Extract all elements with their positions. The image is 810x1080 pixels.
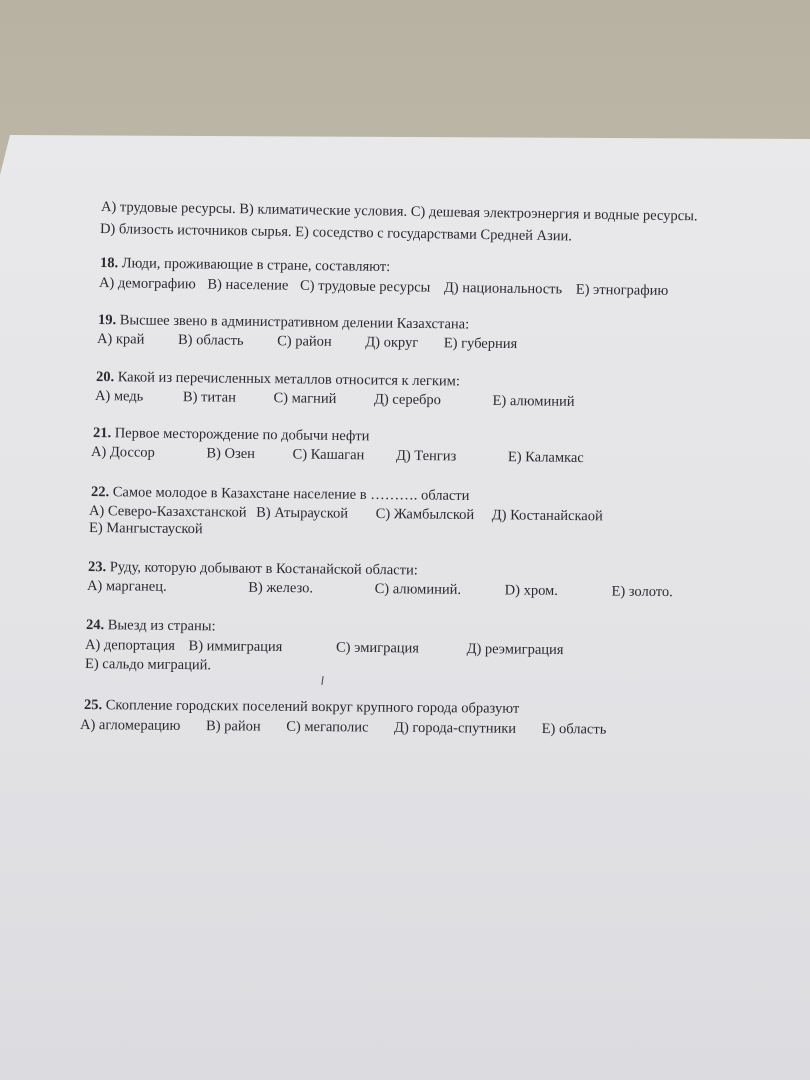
question-22 bbox=[91, 485, 470, 503]
question-20 bbox=[96, 370, 460, 389]
question-21-options bbox=[91, 445, 584, 466]
option: Д) реэмиграция bbox=[466, 640, 564, 659]
question-text: Руду, которую добывают в Костанайской области: bbox=[109, 559, 418, 579]
question-19 bbox=[98, 313, 469, 332]
option: Д) серебро bbox=[373, 391, 442, 409]
question-24-options bbox=[85, 638, 564, 658]
option: A) демографию bbox=[98, 275, 196, 293]
question-text: Какой из перечисленных металлов относится к легким: bbox=[117, 369, 461, 390]
option: A) депортация bbox=[84, 637, 176, 654]
option: C) магний bbox=[273, 390, 337, 407]
question-text: Первое месторождение по добычи нефти bbox=[114, 425, 370, 445]
option: E) сальдо миграций. bbox=[84, 656, 212, 674]
question-number: 25. bbox=[83, 697, 103, 714]
question-number: 22. bbox=[90, 484, 110, 501]
option: D) хром. bbox=[504, 582, 558, 599]
option: Д) округ bbox=[365, 334, 419, 351]
question-number: 19. bbox=[97, 312, 117, 329]
question-number: 21. bbox=[92, 425, 112, 442]
option: C) мегаполис bbox=[286, 718, 369, 736]
option: Д) Костанайскаой bbox=[491, 507, 603, 525]
option: A) край bbox=[96, 331, 145, 348]
question-number: 18. bbox=[99, 255, 119, 272]
option: C) Жамбылской bbox=[375, 506, 475, 524]
option: C) район bbox=[277, 333, 332, 350]
question-25 bbox=[84, 698, 519, 716]
option: Д) национальность bbox=[443, 279, 563, 298]
question-18 bbox=[100, 256, 390, 275]
question-text: Выезд из страны: bbox=[107, 617, 216, 635]
option: E) золото. bbox=[611, 583, 673, 601]
option: E) этнографию bbox=[575, 281, 669, 299]
question-20-options bbox=[95, 389, 575, 409]
option: B) железо. bbox=[248, 579, 314, 597]
option: C) эмиграция bbox=[335, 639, 420, 657]
question-text: Самое молодое в Казахстане население в ………. области bbox=[112, 484, 470, 504]
option: E) Мангыстауской bbox=[88, 520, 203, 538]
option: A) Северо-Казахстанской bbox=[88, 503, 247, 521]
question-22-options-2 bbox=[89, 521, 203, 537]
question-23 bbox=[88, 560, 418, 578]
option: B) иммиграция bbox=[188, 638, 283, 656]
option: A) медь bbox=[94, 388, 144, 405]
option: B) область bbox=[177, 331, 244, 349]
intro-options-line-2: D) близость источников сырья. E) соседство с государствами Средней Азии. bbox=[99, 221, 573, 245]
option: E) Каламкас bbox=[507, 449, 584, 467]
option: C) трудовые ресурсы bbox=[299, 277, 431, 296]
option: E) алюминий bbox=[492, 392, 575, 410]
question-23-options bbox=[87, 579, 673, 600]
option: C) Кашаган bbox=[292, 446, 365, 464]
question-number: 24. bbox=[85, 617, 105, 634]
question-25-options bbox=[80, 718, 606, 737]
question-19-options bbox=[97, 332, 517, 352]
option: Д) Тенгиз bbox=[395, 447, 457, 465]
intro-options-line-1: A) трудовые ресурсы. B) климатические условия. C) дешевая электроэнергия и водные ресурсы. bbox=[100, 199, 698, 225]
option: A) марганец. bbox=[86, 578, 167, 595]
option: C) алюминий. bbox=[374, 581, 462, 598]
pen-mark bbox=[321, 676, 323, 685]
option: A) Доссор bbox=[90, 444, 155, 461]
question-24 bbox=[86, 618, 216, 634]
question-text: Скопление городских поселений вокруг крупного города образуют bbox=[105, 697, 520, 717]
option: E) губерния bbox=[443, 335, 518, 353]
question-24-options-2 bbox=[85, 657, 211, 673]
option: Д) города-спутники bbox=[394, 719, 517, 737]
option: B) Атырауской bbox=[256, 504, 349, 522]
option: B) титан bbox=[182, 389, 236, 406]
option: B) район bbox=[205, 718, 261, 735]
option: E) область bbox=[541, 721, 607, 738]
question-text: Люди, проживающие в стране, составляют: bbox=[121, 255, 391, 276]
question-18-options bbox=[99, 276, 668, 298]
question-21 bbox=[93, 426, 370, 444]
option: B) население bbox=[207, 276, 289, 294]
question-text: Высшее звено в административном делении Казахстана: bbox=[119, 312, 470, 333]
question-number: 20. bbox=[95, 369, 115, 386]
option: A) агломерацию bbox=[79, 717, 181, 734]
option: B) Озен bbox=[206, 445, 256, 463]
question-number: 23. bbox=[87, 559, 107, 576]
